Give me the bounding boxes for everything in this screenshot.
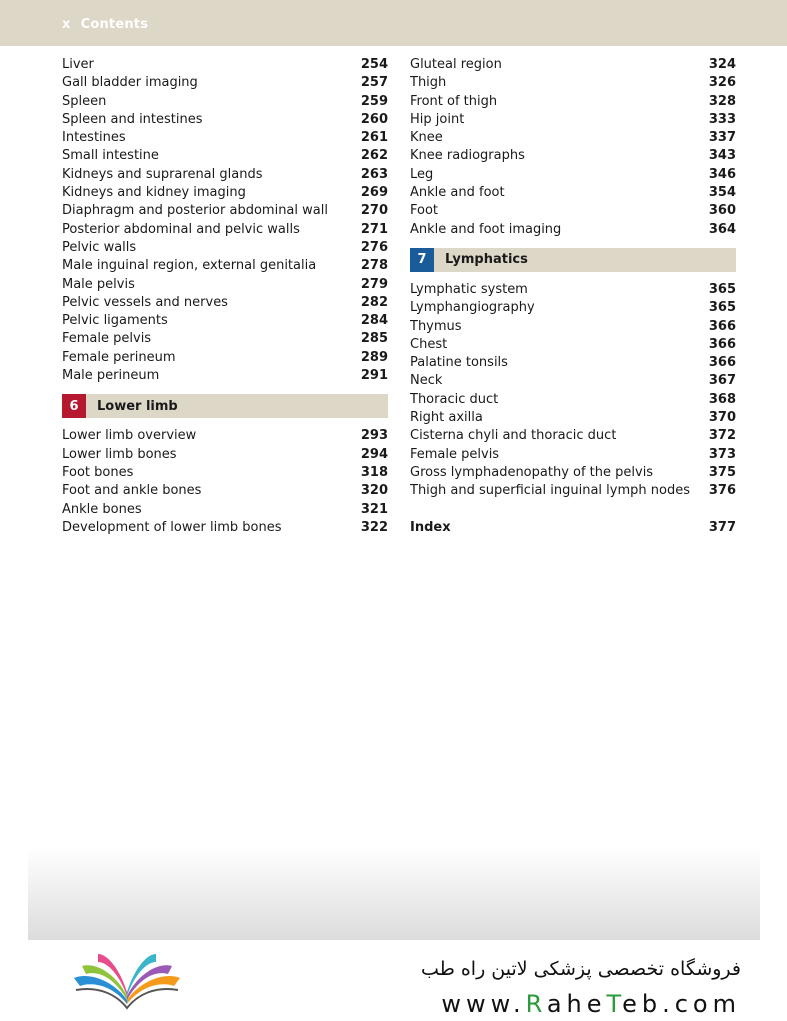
toc-entry-title: Index xyxy=(410,519,451,535)
header-text xyxy=(62,17,148,32)
toc-entry-title: Lymphangiography xyxy=(410,300,535,316)
toc-entry-title: Lymphatic system xyxy=(410,281,528,297)
toc-entry[interactable] xyxy=(410,184,736,202)
url-end: eb.com xyxy=(622,990,741,1018)
toc-entry-title: Right axilla xyxy=(410,410,483,426)
toc-entry-title: Male perineum xyxy=(62,368,160,384)
toc-entry-page: 377 xyxy=(708,519,736,535)
toc-entry-title: Hip joint xyxy=(410,111,465,127)
toc-entry[interactable] xyxy=(410,129,736,147)
toc-entry-title: Gluteal region xyxy=(410,57,502,72)
toc-right-column xyxy=(410,56,736,537)
toc-list-right-a xyxy=(410,56,736,239)
toc-entry-page: 372 xyxy=(708,428,736,444)
toc-entry-page: 293 xyxy=(360,428,388,444)
toc-entry[interactable] xyxy=(410,464,736,482)
header-title: Contents xyxy=(80,17,149,32)
toc-entry-page: 366 xyxy=(708,355,736,371)
header-bar xyxy=(0,0,787,46)
toc-entry[interactable] xyxy=(62,276,388,294)
toc-entry-page: 365 xyxy=(708,281,736,297)
chapter-number-badge: 7 xyxy=(410,248,434,272)
toc-entry-page: 276 xyxy=(360,239,388,255)
toc-entry[interactable] xyxy=(62,202,388,220)
toc-entry[interactable] xyxy=(62,294,388,312)
toc-entry-page: 261 xyxy=(360,130,388,146)
toc-entry[interactable] xyxy=(62,111,388,129)
toc-entry-page: 354 xyxy=(708,185,736,201)
toc-entry[interactable] xyxy=(410,74,736,92)
toc-entry-title: Ankle and foot imaging xyxy=(410,221,562,237)
toc-entry-page: 322 xyxy=(360,519,388,535)
toc-left-column xyxy=(62,56,388,537)
toc-entry[interactable] xyxy=(410,391,736,409)
toc-entry[interactable] xyxy=(62,239,388,257)
toc-entry-page: 279 xyxy=(360,276,388,292)
toc-entry[interactable] xyxy=(410,111,736,129)
toc-entry[interactable] xyxy=(410,318,736,336)
toc-entry[interactable] xyxy=(410,354,736,372)
toc-entry-title: Spleen xyxy=(62,93,107,109)
toc-entry-title: Pelvic vessels and nerves xyxy=(62,294,228,310)
toc-entry-page: 367 xyxy=(708,373,736,389)
toc-entry[interactable] xyxy=(410,221,736,239)
toc-entry[interactable] xyxy=(62,56,388,74)
store-url[interactable] xyxy=(441,990,741,1018)
toc-entry-title: Small intestine xyxy=(62,148,159,164)
url-prefix: www. xyxy=(441,990,526,1018)
toc-entry[interactable] xyxy=(62,257,388,275)
toc-entry-title: Diaphragm and posterior abdominal wall xyxy=(62,203,328,219)
toc-entry-title: Female pelvis xyxy=(410,446,500,462)
toc-entry[interactable] xyxy=(410,482,736,500)
toc-entry-title: Leg xyxy=(410,166,434,182)
toc-entry-page: 346 xyxy=(708,166,736,182)
toc-entry-page: 370 xyxy=(708,410,736,426)
toc-entry-title: Kidneys and suprarenal glands xyxy=(62,166,263,182)
toc-entry-title: Foot xyxy=(410,203,439,219)
toc-entry[interactable] xyxy=(410,372,736,390)
toc-entry-title: Thoracic duct xyxy=(410,391,499,407)
toc-entry[interactable] xyxy=(62,166,388,184)
open-book-icon xyxy=(68,950,186,1016)
toc-entry-title: Chest xyxy=(410,336,448,352)
toc-entry-title: Thigh xyxy=(410,75,447,91)
toc-entry[interactable] xyxy=(62,446,388,464)
toc-entry-title: Posterior abdominal and pelvic walls xyxy=(62,221,300,237)
toc-list-left-a xyxy=(62,56,388,385)
toc-entry-title: Liver xyxy=(62,57,94,72)
toc-entry-page: 294 xyxy=(360,446,388,462)
toc-entry-page: 376 xyxy=(708,483,736,499)
toc-entry-page: 366 xyxy=(708,318,736,334)
toc-list-left-b xyxy=(62,427,388,537)
toc-entry-title: Lower limb overview xyxy=(62,428,197,444)
chapter-title: Lymphatics xyxy=(445,252,528,268)
toc-entry-title: Lower limb bones xyxy=(62,446,177,462)
toc-entry[interactable] xyxy=(410,281,736,299)
toc-entry[interactable] xyxy=(62,330,388,348)
toc-entry[interactable] xyxy=(410,446,736,464)
toc-entry-title: Male pelvis xyxy=(62,276,135,292)
toc-entry-page: 343 xyxy=(708,148,736,164)
toc-entry-title: Pelvic walls xyxy=(62,239,137,255)
toc-entry[interactable] xyxy=(62,519,388,537)
toc-entry-title: Pelvic ligaments xyxy=(62,313,168,329)
toc-list-right-b xyxy=(410,281,736,501)
toc-entry[interactable] xyxy=(62,464,388,482)
store-name-persian: فروشگاه تخصصی پزشکی لاتین راه طب xyxy=(421,958,741,980)
toc-entry-page: 337 xyxy=(708,130,736,146)
toc-entry[interactable] xyxy=(62,221,388,239)
toc-entry-page: 269 xyxy=(360,185,388,201)
toc-entry-page: 373 xyxy=(708,446,736,462)
toc-entry[interactable] xyxy=(62,312,388,330)
toc-entry[interactable] xyxy=(410,166,736,184)
toc-entry-page: 360 xyxy=(708,203,736,219)
toc-entry-page: 375 xyxy=(708,464,736,480)
toc-entry-page: 324 xyxy=(708,57,736,72)
toc-entry[interactable] xyxy=(62,501,388,519)
toc-entry-title: Foot and ankle bones xyxy=(62,483,202,499)
toc-entry-page: 254 xyxy=(360,57,388,72)
toc-entry[interactable] xyxy=(410,147,736,165)
toc-entry-title: Palatine tonsils xyxy=(410,355,508,371)
toc-entry-page: 291 xyxy=(360,368,388,384)
page-bottom-shadow xyxy=(28,848,760,940)
toc-entry-title: Ankle and foot xyxy=(410,185,505,201)
toc-entry-title: Ankle bones xyxy=(62,501,142,517)
toc-entry-page: 260 xyxy=(360,111,388,127)
toc-entry[interactable] xyxy=(62,129,388,147)
toc-entry-page: 321 xyxy=(360,501,388,517)
toc-entry-page: 263 xyxy=(360,166,388,182)
toc-entry-page: 259 xyxy=(360,93,388,109)
toc-entry[interactable] xyxy=(62,482,388,500)
toc-entry-title: Development of lower limb bones xyxy=(62,519,282,535)
toc-entry-index[interactable] xyxy=(410,519,736,537)
toc-entry[interactable] xyxy=(62,184,388,202)
url-letter-r: R xyxy=(525,990,547,1018)
toc-entry-title: Female pelvis xyxy=(62,331,152,347)
toc-entry-page: 282 xyxy=(360,294,388,310)
toc-entry-page: 366 xyxy=(708,336,736,352)
toc-entry-title: Kidneys and kidney imaging xyxy=(62,185,246,201)
toc-entry[interactable] xyxy=(62,147,388,165)
spacer xyxy=(410,501,736,519)
toc-entry[interactable] xyxy=(410,93,736,111)
toc-entry[interactable] xyxy=(62,93,388,111)
toc-entry-page: 368 xyxy=(708,391,736,407)
watermark-footer xyxy=(0,940,787,1021)
toc-entry-title: Foot bones xyxy=(62,464,134,480)
toc-entry[interactable] xyxy=(62,427,388,445)
chapter-heading-6[interactable] xyxy=(62,394,388,418)
toc-entry-page: 326 xyxy=(708,75,736,91)
toc-entry-page: 320 xyxy=(360,483,388,499)
toc-entry-title: Knee radiographs xyxy=(410,148,525,164)
toc-entry-title: Gross lymphadenopathy of the pelvis xyxy=(410,464,654,480)
header-page-number: x xyxy=(62,17,71,32)
chapter-number-badge: 6 xyxy=(62,394,86,418)
toc-entry-page: 333 xyxy=(708,111,736,127)
toc-entry-page: 270 xyxy=(360,203,388,219)
toc-entry-page: 328 xyxy=(708,93,736,109)
toc-entry[interactable] xyxy=(410,299,736,317)
toc-entry-page: 285 xyxy=(360,331,388,347)
toc-entry[interactable] xyxy=(410,202,736,220)
toc-entry[interactable] xyxy=(62,74,388,92)
toc-entry[interactable] xyxy=(410,56,736,74)
toc-entry[interactable] xyxy=(410,336,736,354)
toc-entry-page: 257 xyxy=(360,75,388,91)
toc-entry-page: 278 xyxy=(360,258,388,274)
toc-entry[interactable] xyxy=(410,409,736,427)
url-letter-t: T xyxy=(606,990,623,1018)
toc-entry-title: Spleen and intestines xyxy=(62,111,203,127)
toc-entry-page: 262 xyxy=(360,148,388,164)
chapter-heading-7[interactable] xyxy=(410,248,736,272)
toc-entry-title: Thymus xyxy=(410,318,462,334)
toc-entry-page: 284 xyxy=(360,313,388,329)
toc-entry[interactable] xyxy=(410,427,736,445)
toc-entry-page: 365 xyxy=(708,300,736,316)
toc-entry-title: Cisterna chyli and thoracic duct xyxy=(410,428,617,444)
toc-entry-title: Front of thigh xyxy=(410,93,498,109)
toc-entry[interactable] xyxy=(62,349,388,367)
url-middle: ahe xyxy=(546,990,607,1018)
toc-entry-title: Thigh and superficial inguinal lymph nodes xyxy=(410,483,690,499)
toc-entry-page: 271 xyxy=(360,221,388,237)
toc-entry-title: Intestines xyxy=(62,130,126,146)
toc-entry-page: 318 xyxy=(360,464,388,480)
toc-entry-title: Male inguinal region, external genitalia xyxy=(62,258,317,274)
toc-entry-page: 364 xyxy=(708,221,736,237)
toc-entry-title: Knee xyxy=(410,130,443,146)
toc-entry-page: 289 xyxy=(360,349,388,365)
toc-entry-title: Gall bladder imaging xyxy=(62,75,198,91)
toc-entry-title: Female perineum xyxy=(62,349,176,365)
toc-entry[interactable] xyxy=(62,367,388,385)
chapter-title: Lower limb xyxy=(97,398,178,414)
toc-entry-title: Neck xyxy=(410,373,443,389)
